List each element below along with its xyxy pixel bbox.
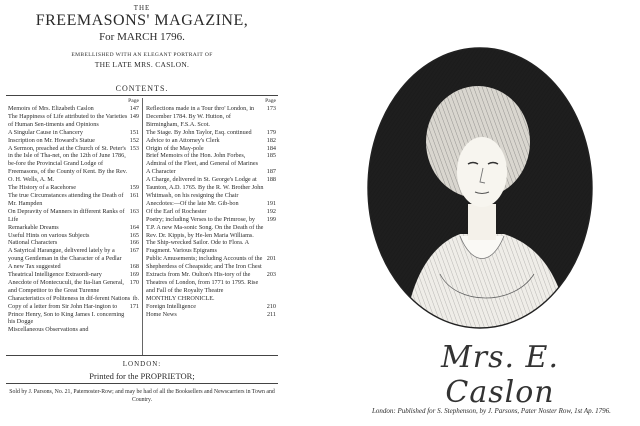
contents-entry — [8, 105, 139, 113]
entry-title: A Sermon, preached at the Church of St. Peter's in the Isle of Tha-net, on the 12th of June 1786, be-fore the Provincial Grand Lodge of Freemasons, of the County of Kent. By the Rev. O. H. Wells, A. M. — [8, 144, 129, 184]
entry-title: Reflections made in a Tour thro' London, in December 1784. By W. Hutton, of Birmingham, F.S.A. Scot. — [146, 105, 256, 128]
entry-page: 173 — [266, 105, 276, 112]
entry-title: MONTHLY CHRONICLE. — [146, 294, 215, 302]
contents-list-right — [146, 105, 276, 318]
contents-entry — [8, 263, 139, 271]
entry-page: 153 — [129, 144, 139, 152]
entry-page: 184 — [266, 144, 276, 152]
entry-page: 159 — [129, 184, 139, 192]
entry-page: 169 — [129, 271, 139, 279]
entry-title: On Depravity of Manners in different Ranks of Life — [8, 207, 127, 223]
entry-title: Home News — [146, 310, 177, 318]
entry-title: Useful Hints on various Subjects — [8, 231, 90, 239]
entry-title: Foreign Intelligence — [146, 302, 196, 310]
header-the: THE — [133, 4, 151, 12]
entry-title: Copy of a letter from Sir John Har-ington to Prince Henry, Son to King James I. concerning his Dogge — [8, 302, 126, 326]
entry-title: Poetry; including Verses to the Primrose, by T.P. A new Ma-sonic Song. On the Death of the Rev. Dr. Kippis, by He-len Maria Williams. The Ship-wrecked Sailor. Ode to Flora. A Fragment. Various Epigrams — [146, 215, 265, 255]
contents-entry — [8, 113, 139, 129]
entry-page: ib. — [132, 294, 139, 302]
footer-rule — [6, 383, 278, 384]
entry-title: The History of a Racehorse — [8, 184, 77, 192]
entry-title: National Characters — [8, 239, 58, 247]
entry-page — [274, 295, 276, 303]
entry-page: 147 — [129, 105, 139, 112]
entry-title: Extracts from Mr. Oulton's His-tory of the Theatres of London, from 1771 to 1795. Rise and Fall of the Royalty Theatre — [146, 271, 260, 294]
sold-by: Sold by J. Parsons, No. 21, Paternoster-Row; and may be had of all the Booksellers and Newscarriers in Town and Country. — [9, 389, 275, 403]
entry-page — [137, 326, 139, 334]
contents-top-rule — [6, 95, 278, 96]
entry-page: 166 — [129, 239, 139, 247]
entry-page: 211 — [266, 310, 276, 318]
contents-entry — [146, 129, 276, 137]
entry-title: Public Amusements; including Accounts of the Shepherdess of Cheapside; and The Iron Chest — [146, 255, 264, 271]
entry-title: A Satyrical Harangue, delivered lately by a young Gentleman in the Character of a Pedlar — [8, 247, 122, 263]
contents-entry — [146, 176, 276, 200]
entry-title: A Singular Cause in Chancery — [8, 128, 83, 136]
entry-title: Anecdotes:—Of the late Mr. Gib-bon — [146, 199, 239, 207]
contents-column-left — [8, 98, 139, 334]
entry-title: Miscellaneous Observations and — [8, 326, 89, 334]
contents-entry — [146, 152, 276, 168]
entry-page: 185 — [266, 152, 276, 160]
contents-entry — [146, 137, 276, 145]
contents-entry — [146, 303, 276, 311]
contents-entry — [8, 271, 139, 279]
contents-entry — [146, 255, 276, 271]
contents-entry — [146, 216, 276, 256]
entry-title: Inscription on Mr. Howard's Statue — [8, 136, 95, 144]
entry-page: 201 — [266, 255, 276, 263]
entry-title: Anecdote of Montecuculi, the Ita-lian General, and Competitor to the Great Turenne — [8, 278, 126, 294]
contents-entry — [8, 232, 139, 240]
entry-page: 152 — [129, 136, 139, 144]
contents-entry — [8, 129, 139, 137]
page-label: Page — [128, 98, 139, 104]
entry-page: 182 — [266, 136, 276, 144]
issue-date: For MARCH 1796. — [99, 31, 185, 43]
contents-list-left — [8, 105, 139, 334]
contents-entry — [8, 279, 139, 295]
contents-entry — [146, 295, 276, 303]
contents-entry — [8, 145, 139, 185]
entry-page: 170 — [129, 278, 139, 286]
contents-entry — [146, 311, 276, 319]
entry-page: 163 — [129, 207, 139, 215]
entry-page: 167 — [129, 247, 139, 255]
entry-title: Theatrical Intelligence Extraordi-nary — [8, 271, 102, 279]
entry-title: A Character — [146, 168, 176, 176]
contents-entry — [146, 145, 276, 153]
contents-entry — [8, 247, 139, 263]
entry-title: A Charge, delivered in St. George's Lodge at Taunton, A.D. 1765. By the R. W. Brother John Whitmash, on his resigning the Chair — [146, 176, 265, 199]
entry-title: Memoirs of Mrs. Elizabeth Caslon — [8, 105, 94, 112]
contents-column-right — [146, 98, 276, 318]
contents-entry — [146, 105, 276, 129]
entry-title: The Stage. By John Taylor, Esq. continued — [146, 128, 252, 136]
magazine-title: FREEMASONS' MAGAZINE, — [35, 12, 249, 29]
magazine-page — [6, 4, 278, 422]
contents-entry — [146, 271, 276, 295]
contents-entry — [8, 208, 139, 224]
column-divider — [142, 98, 143, 355]
contents-entry — [8, 326, 139, 334]
page-label: Page — [265, 98, 276, 104]
contents-heading: CONTENTS. — [115, 84, 169, 93]
entry-title: The Happiness of Life attributed to the Varieties of Human Sen-timents and Opinions — [8, 112, 129, 128]
contents-entry — [8, 295, 139, 303]
sitter-signature: Mrs. E. Caslon — [441, 340, 559, 410]
entry-page: 187 — [266, 168, 276, 176]
entry-page: 164 — [129, 223, 139, 231]
contents-entry — [8, 192, 139, 208]
contents-entry — [146, 208, 276, 216]
entry-page: 149 — [129, 112, 139, 120]
contents-entry — [8, 239, 139, 247]
entry-page: 192 — [266, 207, 276, 215]
contents-entry — [146, 200, 276, 208]
portrait-line: THE LATE MRS. CASLON. — [94, 60, 190, 69]
contents-entry — [146, 168, 276, 176]
entry-page: 210 — [266, 302, 276, 310]
portrait-oval — [364, 44, 596, 336]
entry-title: A new Tax suggested — [8, 263, 61, 271]
entry-title: Of the Earl of Rochester — [146, 207, 207, 215]
contents-entry — [8, 137, 139, 145]
publisher-line: London: Published for S. Stephenson, by J. Parsons, Pater Noster Row, 1st Ap. 1796. — [372, 407, 611, 415]
portrait-engraving — [364, 44, 596, 336]
entry-page: 188 — [266, 176, 276, 184]
entry-page: 191 — [266, 199, 276, 207]
embellished-line: EMBELLISHED WITH AN ELEGANT PORTRAIT OF — [71, 52, 213, 58]
entry-title: Advice to an Attorney's Clerk — [146, 136, 220, 144]
contents-entry — [8, 303, 139, 327]
portrait-plate-page — [340, 0, 640, 426]
contents-columns — [6, 98, 278, 356]
entry-page: 171 — [129, 302, 139, 310]
entry-page: 168 — [129, 263, 139, 271]
entry-page: 199 — [266, 215, 276, 223]
entry-page: 151 — [129, 128, 139, 136]
london-heading: LONDON: — [122, 360, 162, 368]
contents-entry — [8, 184, 139, 192]
entry-title: The true Circumstances attending the Death of Mr. Hampden — [8, 191, 126, 207]
entry-page: 161 — [129, 191, 139, 199]
entry-page: 203 — [266, 271, 276, 279]
entry-page: 179 — [266, 128, 276, 136]
entry-title: Brief Memoirs of the Hon. John Forbes, Admiral of the Fleet, and General of Marines — [146, 152, 259, 168]
entry-title: Characteristics of Politeness in dif-ferent Nations — [8, 294, 131, 302]
contents-entry — [8, 224, 139, 232]
entry-title: Remarkable Dreams — [8, 223, 59, 231]
entry-title: Origin of the May-pole — [146, 144, 204, 152]
printed-for: Printed for the PROPRIETOR; — [89, 371, 195, 381]
entry-page: 165 — [129, 231, 139, 239]
